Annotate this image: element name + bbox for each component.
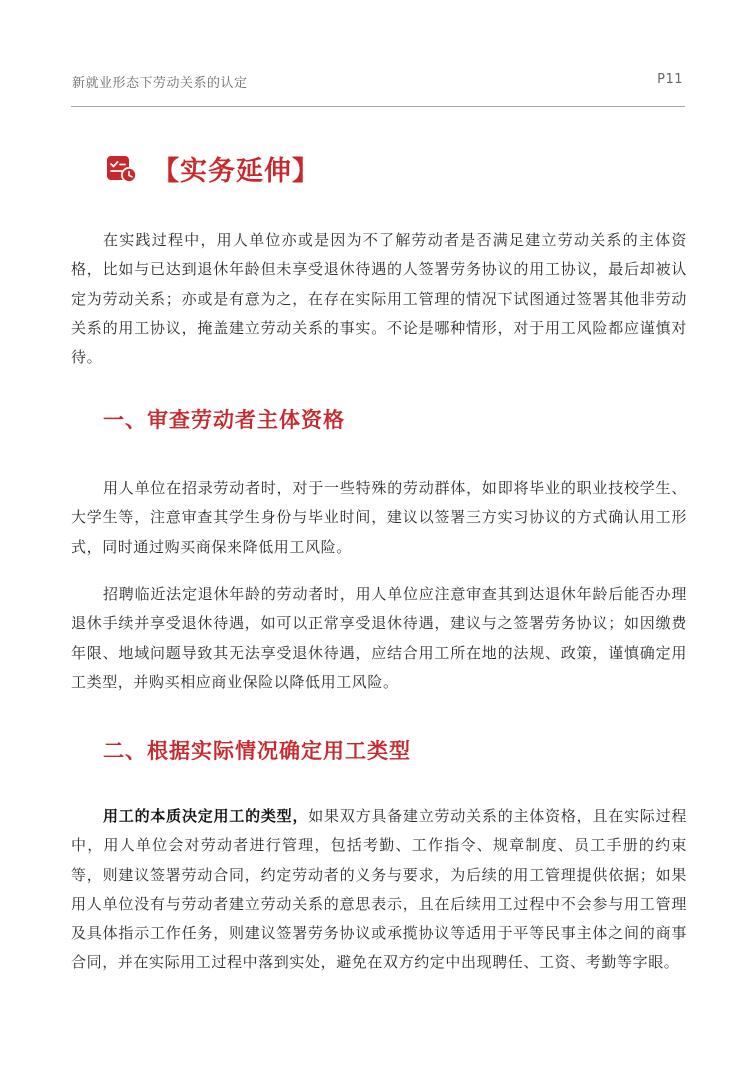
checklist-clock-icon bbox=[106, 152, 138, 184]
section-heading-1: 一、审查劳动者主体资格 bbox=[103, 408, 345, 432]
section-2-lead: 用工的本质决定用工的类型， bbox=[103, 807, 309, 825]
callout-heading bbox=[106, 150, 320, 186]
section-heading-2: 二、根据实际情况确定用工类型 bbox=[103, 739, 411, 763]
section-2-body: 如果双方具备建立劳动关系的主体资格，且在实际过程中，用人单位会对劳动者进行管理，包括考勤、工作指令、规章制度、员工手册的约束等，则建议签署劳动合同，约定劳动者的义务与要求，为后续的用工管理提供依据；如果用人单位没有与劳动者建立劳动关系的意思表示，且在后续用工过程中不会参与用工管理及具体指示工作任务，则建议签署劳务协议或承揽协议等适用于平等民事主体之间的商事合同，并在实际用工过程中落到实处，避免在双方约定中出现聘任、工资、考勤等字眼。 bbox=[71, 807, 687, 972]
page-header bbox=[71, 66, 685, 107]
callout-title: 【实务延伸】 bbox=[152, 155, 320, 187]
section-1-paragraph-1: 用人单位在招录劳动者时，对于一些特殊的劳动群体，如即将毕业的职业技校学生、大学生等，注意审查其学生身份与毕业时间，建议以签署三方实习协议的方式确认用工形式，同时通过购买商保来降低用工风险。 bbox=[71, 479, 687, 556]
running-title: 新就业形态下劳动关系的认定 bbox=[72, 76, 248, 91]
callout-paragraph: 在实践过程中，用人单位亦或是因为不了解劳动者是否满足建立劳动关系的主体资格，比如与已达到退休年龄但未享受退休待遇的人签署劳务协议的用工协议，最后却被认定为劳动关系；亦或是有意为之，在存在实际用工管理的情况下试图通过签署其他非劳动关系的用工协议，掩盖建立劳动关系的事实。不论是哪种情形，对于用工风险都应谨慎对待。 bbox=[71, 231, 687, 367]
page-number: P11 bbox=[657, 72, 683, 87]
section-2-paragraph bbox=[71, 802, 687, 978]
section-1-paragraph-2: 招聘临近法定退休年龄的劳动者时，用人单位应注意审查其到达退休年龄后能否办理退休手续并享受退休待遇，如可以正常享受退休待遇，建议与之签署劳务协议；如因缴费年限、地域问题导致其无法享受退休待遇，应结合用工所在地的法规、政策，谨慎确定用工类型，并购买相应商业保险以降低用工风险。 bbox=[71, 585, 687, 691]
